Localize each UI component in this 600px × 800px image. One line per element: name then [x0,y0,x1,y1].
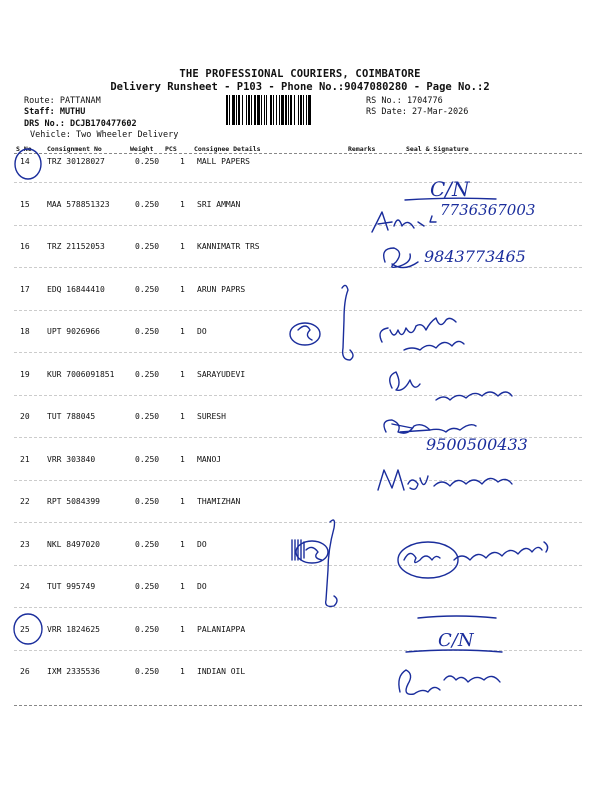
row-divider [14,267,582,268]
row-weight: 0.250 [135,497,160,506]
row-pcs: 1 [180,497,185,506]
circle-mark-18 [290,323,320,345]
circle-mark-18-scribble [298,326,312,340]
row-consignee: SARAYUDEVI [197,370,246,379]
row-weight: 0.250 [135,285,160,294]
cn-overline-bottom [418,616,496,618]
row-consignment: UPT 9026966 [47,327,100,336]
row-consignee: MALL PAPERS [197,157,250,166]
row-consignment: MAA 578851323 [47,200,110,209]
row-sno: 22 [20,497,30,506]
row-sno: 26 [20,667,30,676]
rs-number: RS No.: 1704776 [366,96,443,106]
row-sno: 24 [20,582,30,591]
row-weight: 0.250 [135,582,160,591]
signature-18 [380,318,456,342]
circle-signature-23 [398,542,458,578]
row-divider [14,480,582,481]
row-pcs: 1 [180,285,185,294]
bracket-line-17 [342,285,353,360]
row-consignment: IXM 2335536 [47,667,100,676]
row-sno: 20 [20,412,30,421]
row-consignee: KANNIMATR TRS [197,242,260,251]
signature-16 [384,248,418,268]
col-weight: Weight [130,145,154,153]
row-pcs: 1 [180,540,185,549]
row-divider [14,650,582,651]
barcode [226,95,362,125]
row-divider [14,182,582,183]
staff-label: Staff: MUTHU [24,107,86,117]
row-weight: 0.250 [135,157,160,166]
row-weight: 0.250 [135,370,160,379]
row-consignment: TRZ 30128027 [47,157,105,166]
cn-mark-top: C/N [430,177,470,201]
row-weight: 0.250 [135,540,160,549]
row-divider [14,310,582,311]
row-consignee: DO [197,582,207,591]
row-pcs: 1 [180,242,185,251]
col-remarks: Remarks [348,145,376,153]
row-sno: 21 [20,455,30,464]
row-pcs: 1 [180,157,185,166]
bracket-line-22 [326,520,337,606]
cn-underline-top [405,198,496,200]
row-consignee: DO [197,540,207,549]
row-consignee: MANOJ [197,455,222,464]
col-consignee: Consignee Details [194,145,261,153]
row-divider [14,225,582,226]
vehicle-label: Vehicle: Two Wheeler Delivery [30,130,179,140]
row-consignee: SURESH [197,412,226,421]
row-pcs: 1 [180,200,185,209]
row-consignment: TUT 995749 [47,582,96,591]
row-consignment: TUT 788045 [47,412,96,421]
row-pcs: 1 [180,370,185,379]
row-weight: 0.250 [135,327,160,336]
row-consignee: INDIAN OIL [197,667,246,676]
cn-mark-bottom: C/N [438,630,474,651]
row-pcs: 1 [180,582,185,591]
hatch-mark-23 [292,540,322,560]
col-seal: Seal & Signature [406,145,469,153]
rs-date: RS Date: 27-Mar-2026 [366,107,469,117]
row-pcs: 1 [180,412,185,421]
row-divider [14,522,582,523]
route-label: Route: PATTANAM [24,96,101,106]
row-sno: 18 [20,327,30,336]
signature-18-date [404,341,464,350]
signature-19-number [436,392,512,400]
row-sno: 23 [20,540,30,549]
row-divider [14,607,582,608]
row-divider [14,352,582,353]
row-weight: 0.250 [135,667,160,676]
row-pcs: 1 [180,625,185,634]
row-divider [14,395,582,396]
row-pcs: 1 [180,327,185,336]
row-consignment: VRR 303840 [47,455,96,464]
row-weight: 0.250 [135,200,160,209]
table-end-rule [14,705,582,706]
phone-16: 9843773465 [424,247,526,266]
company-title: THE PROFESSIONAL COURIERS, COIMBATORE [179,68,421,80]
row-divider [14,565,582,566]
row-sno: 15 [20,200,30,209]
signature-20 [384,420,476,433]
signature-15 [372,212,414,232]
header-rule [14,153,582,154]
signature-20-strike [392,424,430,432]
signature-23-number [454,542,548,560]
col-sno: S No [16,145,32,153]
circle-mark-23 [296,541,328,563]
row-consignment: VRR 1824625 [47,625,100,634]
row-consignment: KUR 7006091851 [47,370,115,379]
signature-26 [399,670,500,694]
row-consignee: SRI AMMAN [197,200,241,209]
row-consignment: TRZ 21152053 [47,242,105,251]
signature-19 [390,372,420,390]
col-consignment: Consignment No [47,145,102,153]
row-weight: 0.250 [135,412,160,421]
row-consignee: ARUN PAPRS [197,285,246,294]
row-consignee: DO [197,327,207,336]
row-pcs: 1 [180,455,185,464]
row-consignment: NKL 8497020 [47,540,100,549]
col-pcs: PCS [165,145,177,153]
phone-20: 9500500433 [426,435,528,454]
row-sno: 19 [20,370,30,379]
row-divider [14,437,582,438]
row-weight: 0.250 [135,455,160,464]
row-consignee: PALANIAPPA [197,625,246,634]
row-consignment: RPT 5084399 [47,497,100,506]
row-pcs: 1 [180,667,185,676]
phone-15: 7736367003 [440,201,536,219]
row-sno: 14 [20,157,30,166]
runsheet-title: Delivery Runsheet - P103 - Phone No.:9047080280 - Page No.:2 [110,81,490,93]
row-weight: 0.250 [135,242,160,251]
drs-number: DRS No.: DCJB170477602 [24,119,137,129]
row-sno: 17 [20,285,30,294]
row-sno: 25 [20,625,30,634]
row-consignee: THAMIZHAN [197,497,241,506]
signature-23 [404,553,440,562]
row-weight: 0.250 [135,625,160,634]
row-consignment: EDQ 16844410 [47,285,105,294]
row-sno: 16 [20,242,30,251]
